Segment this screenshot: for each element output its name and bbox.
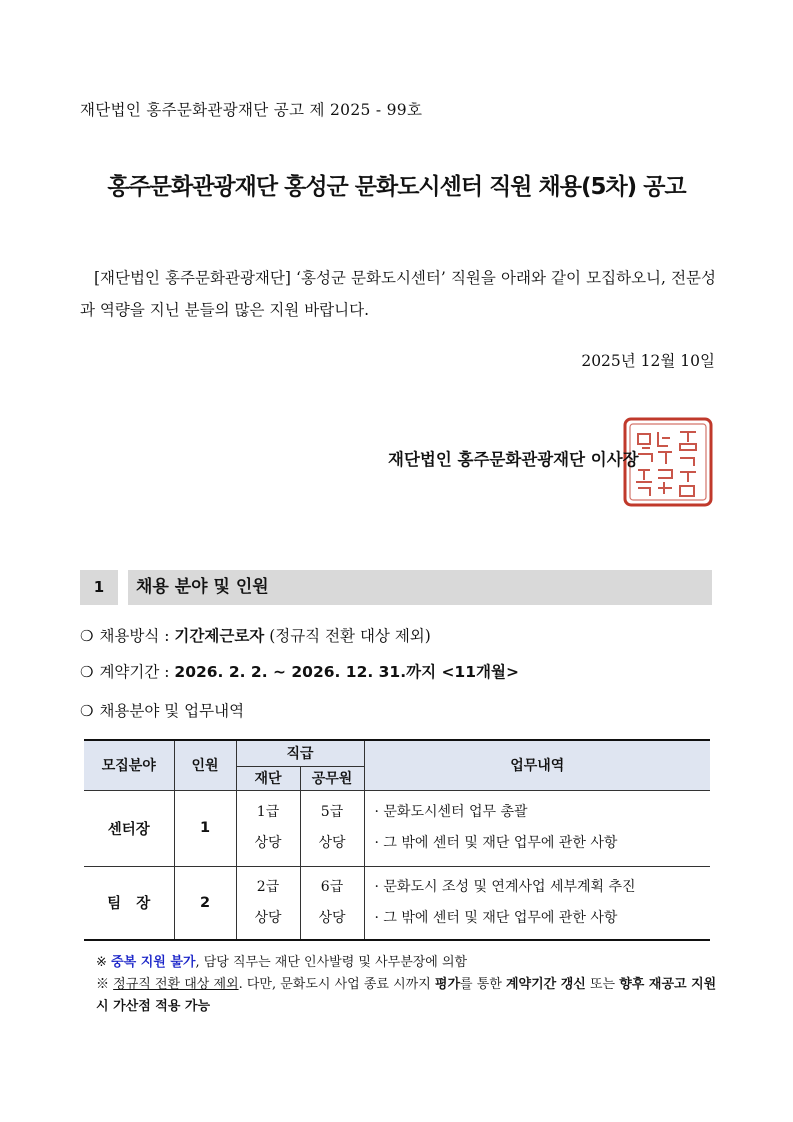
note-text: 또는 [585, 977, 620, 992]
row-civil-grade [300, 866, 364, 940]
row-foundation-grade [236, 866, 300, 940]
note-highlight: 중복 지원 불가 [111, 955, 196, 970]
note-underlined: 정규직 전환 대상 제외 [113, 977, 239, 992]
row-field: 센터장 [84, 790, 174, 866]
row-count: 2 [174, 866, 236, 940]
note-text: . 다만, 문화도시 사업 종료 시까지 [238, 977, 435, 992]
note-bold: 계약기간 갱신 [505, 977, 586, 992]
grade-equiv: 상당 [318, 835, 346, 851]
row-count: 1 [174, 790, 236, 866]
employment-type-label: 채용방식 : [99, 627, 175, 645]
page-title: 홍주문화관광재단 홍성군 문화도시센터 직원 채용(5차) 공고 [107, 174, 686, 200]
issuer-name: 재단법인 홍주문화관광재단 이사장 [388, 450, 639, 469]
grade-value: 5급 [320, 804, 344, 820]
duty-item: · 그 밖에 센터 및 재단 업무에 관한 사항 [374, 909, 618, 926]
grade-equiv: 상당 [254, 835, 282, 851]
note-duplicate [96, 952, 718, 974]
header-grade-civil: 공무원 [300, 766, 364, 790]
notice-number: 재단법인 홍주문화관광재단 공고 제 2025 - 99호 [80, 101, 423, 119]
employment-type-note: (정규직 전환 대상 제외) [264, 627, 431, 645]
fields-duties-label: 채용분야 및 업무내역 [99, 702, 245, 720]
header-grade: 직급 [236, 740, 364, 766]
note-mark: ※ [96, 955, 107, 970]
duty-item: · 문화도시센터 업무 총괄 [374, 804, 528, 820]
issue-date: 2025년 12월 10일 [581, 352, 715, 370]
note-bold: 향후 재공고 지원 시 가산점 적용 가능 [96, 977, 717, 1014]
header-field: 모집분야 [84, 740, 174, 790]
note-text: , 담당 직무는 재단 인사발령 및 사무분장에 의함 [195, 955, 468, 970]
bullet-icon: ❍ [80, 702, 94, 720]
employment-type-line [80, 624, 431, 646]
contract-period-line [80, 660, 519, 682]
employment-type-value: 기간제근로자 [174, 627, 265, 645]
note-text: 를 통한 [460, 977, 506, 992]
grade-equiv: 상당 [254, 909, 282, 926]
grade-value: 6급 [320, 878, 344, 895]
section-number: 1 [80, 570, 118, 605]
contract-period-label: 계약기간 : [99, 663, 175, 681]
row-duties [364, 866, 710, 940]
intro-paragraph: [재단법인 홍주문화관광재단] ‘홍성군 문화도시센터’ 직원을 아래와 같이 모집하오니, 전문성과 역량을 지닌 분들의 많은 지원 바랍니다. [80, 269, 716, 319]
section-title: 채용 분야 및 인원 [128, 570, 712, 605]
header-duties: 업무내역 [364, 740, 710, 790]
header-grade-foundation: 재단 [236, 766, 300, 790]
duty-item: · 그 밖에 센터 및 재단 업무에 관한 사항 [374, 835, 618, 851]
duty-item: · 문화도시 조성 및 연계사업 세부계획 추진 [374, 878, 636, 895]
row-field: 팀 장 [84, 866, 174, 940]
table-row [84, 866, 710, 940]
header-count: 인원 [174, 740, 236, 790]
note-mark: ※ [96, 977, 110, 992]
note-bold: 평가 [434, 977, 461, 992]
note-conversion [96, 974, 718, 1018]
grade-value: 2급 [256, 878, 280, 895]
row-civil-grade [300, 790, 364, 866]
fields-duties-line [80, 699, 244, 721]
contract-period-value: 2026. 2. 2. ~ 2026. 12. 31.까지 <11개월> [174, 663, 519, 681]
section-1-header [80, 570, 712, 605]
row-foundation-grade [236, 790, 300, 866]
bullet-icon: ❍ [80, 663, 94, 681]
recruitment-table [84, 739, 710, 941]
table-row [84, 790, 710, 866]
bullet-icon: ❍ [80, 627, 94, 645]
grade-value: 1급 [256, 804, 280, 820]
grade-equiv: 상당 [318, 909, 346, 926]
row-duties [364, 790, 710, 866]
